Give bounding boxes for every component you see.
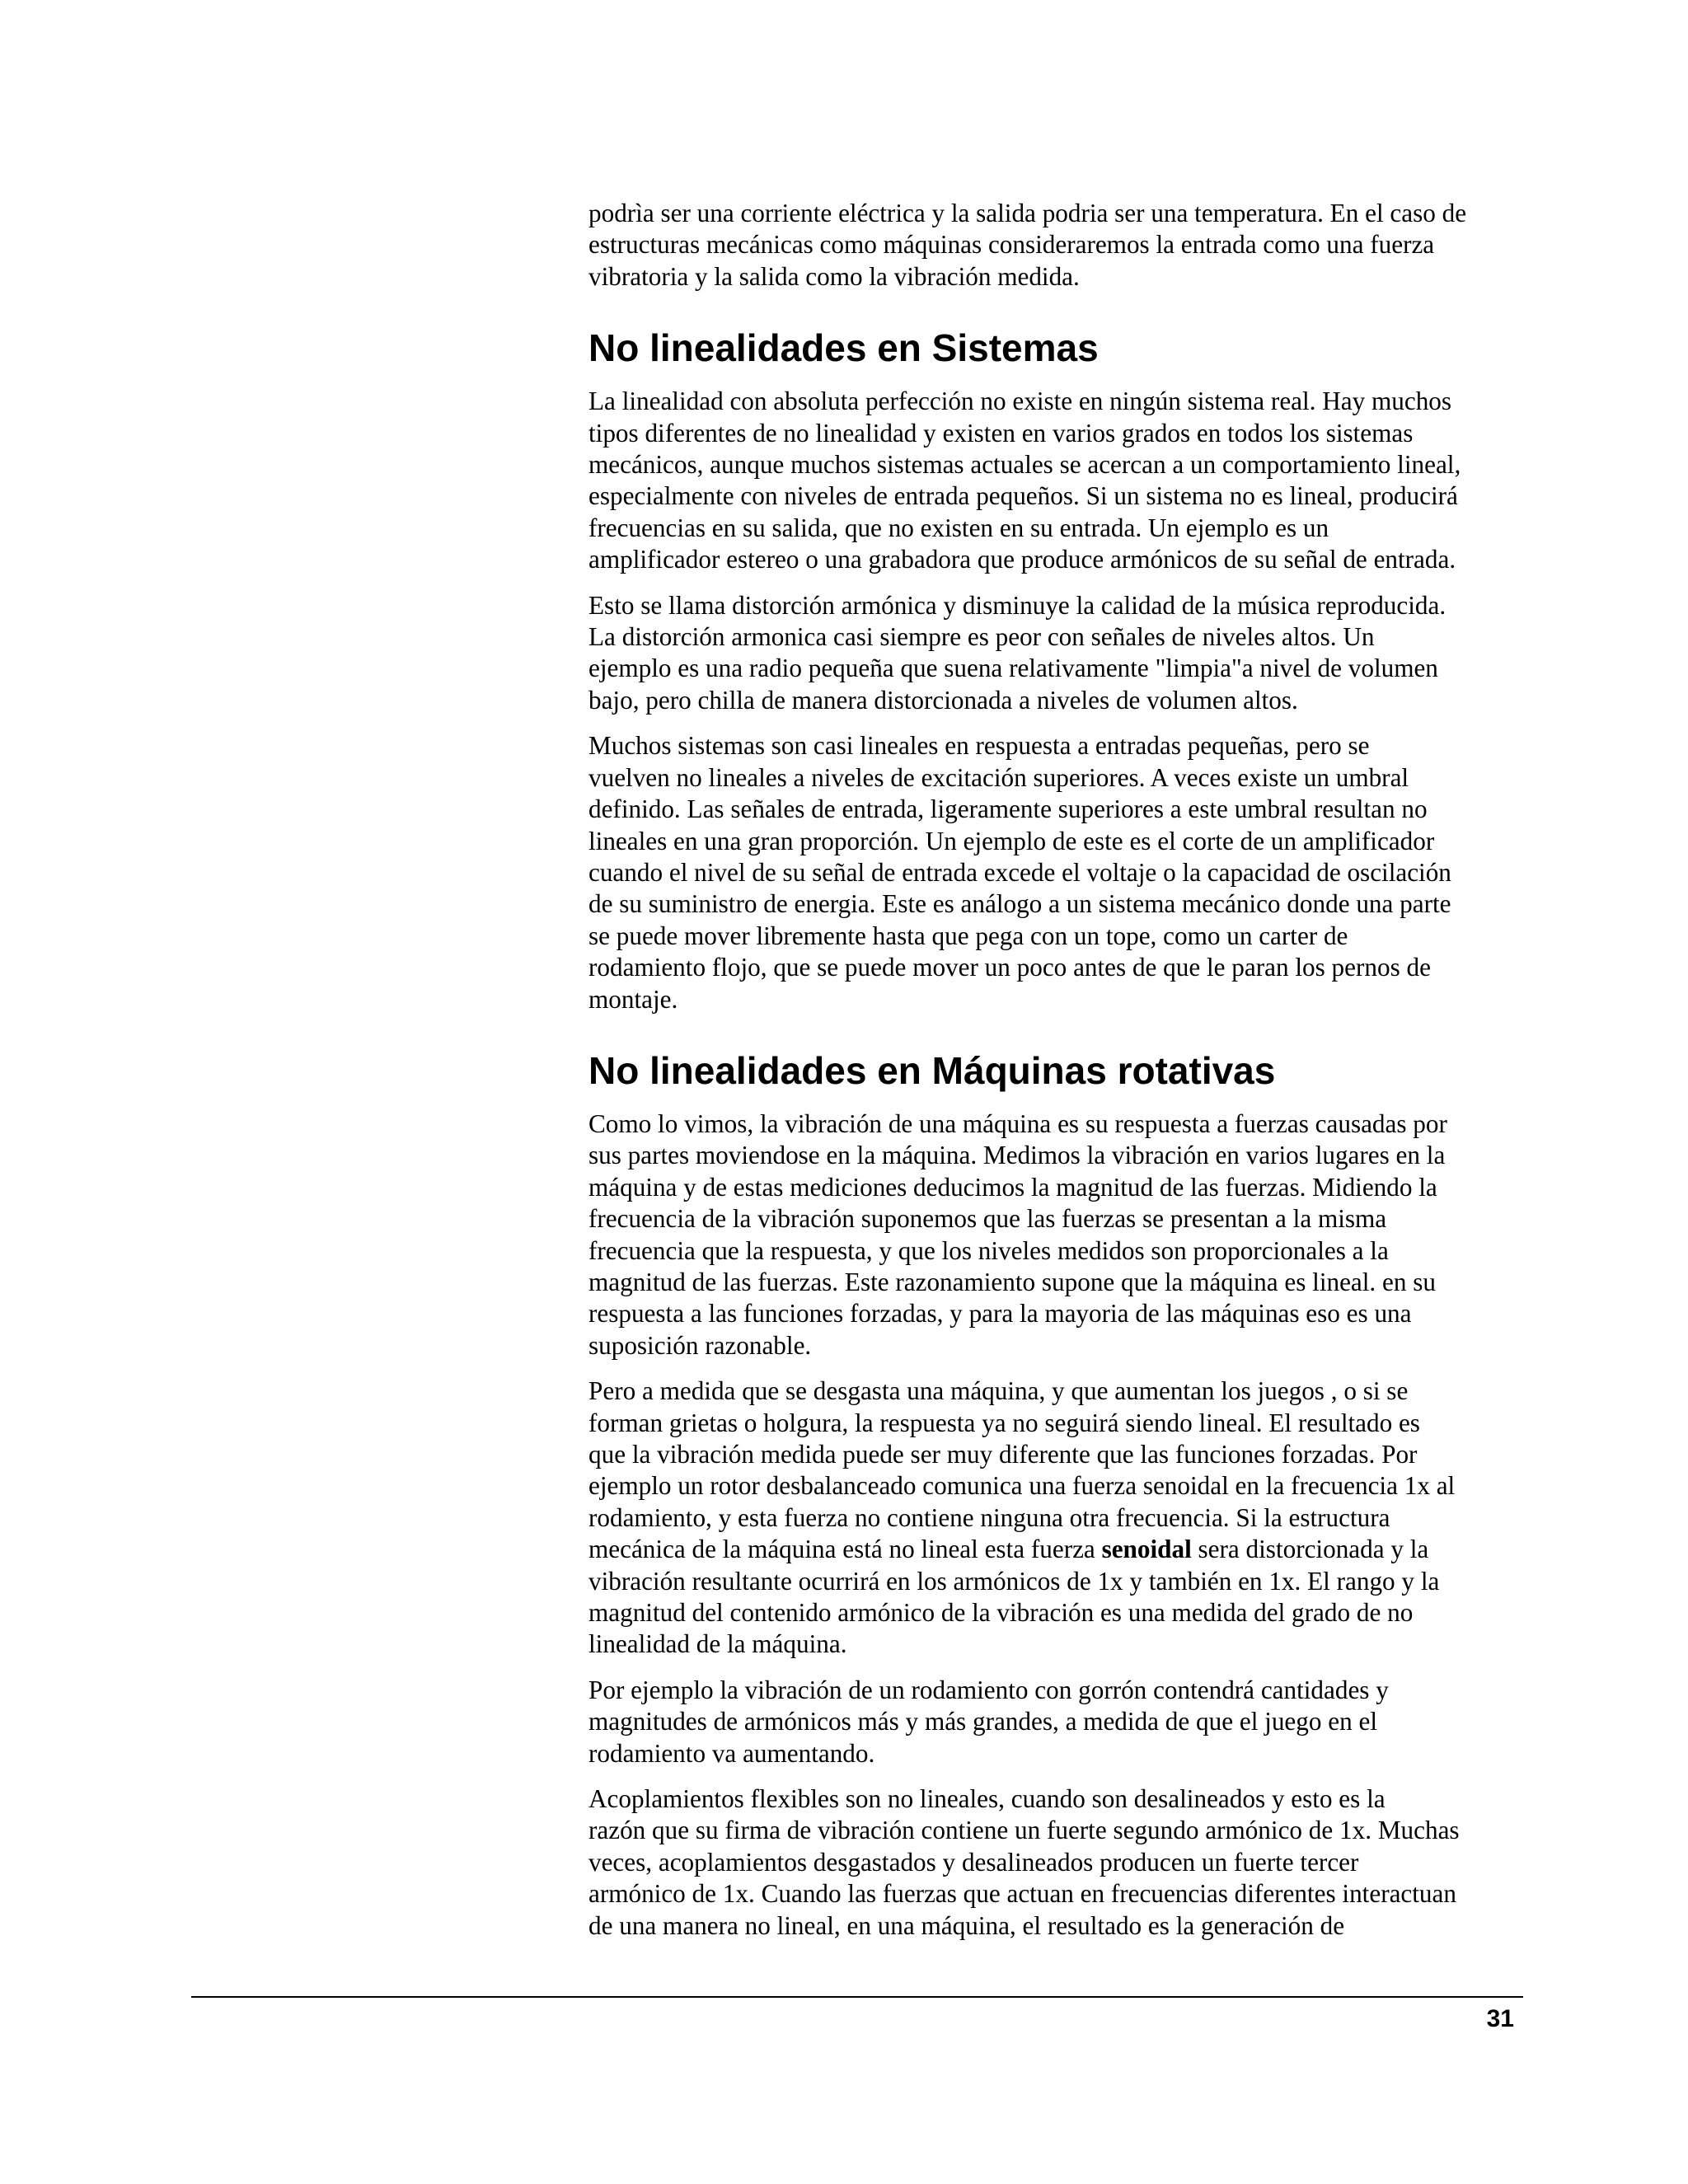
paragraph-distorcion: Esto se llama distorción armónica y disminuye la calidad de la música reproducida. La distorción armonica casi siempre es peor con señales de niveles altos. Un ejemplo es una radio pequeña que suena relativamente "limpia"a nivel de volumen bajo, pero chilla de manera distorcionada a niveles de volumen altos. [588, 590, 1447, 715]
page-number: 31 [1486, 2005, 1514, 2032]
footer-rule [191, 1996, 1523, 1998]
page-body [588, 198, 1528, 1956]
paragraph-desgaste-part1: Pero a medida que se desgasta una máquina, y que aumentan los juegos , o si se forman grietas o holgura, la respuesta ya no seguirá siendo lineal. El resultado es que la vibración medida puede ser muy diferente que las funciones forzadas. Por ejemplo un rotor desbalanceado comunica una fuerza senoidal en la frecuencia 1x al rodamiento, y esta fuerza no contiene ninguna otra frecuencia. Si la estructura mecánica de la máquina está no lineal esta fuerza [588, 1376, 1456, 1564]
paragraph-umbral: Muchos sistemas son casi lineales en respuesta a entradas pequeñas, pero se vuelven no lineales a niveles de excitación superiores. A veces existe un umbral definido. Las señales de entrada, ligeramente superiores a este umbral resultan no lineales en una gran proporción. Un ejemplo de este es el corte de un amplificador cuando el nivel de su señal de entrada excede el voltaje o la capacidad de oscilación de su suministro de energia. Este es análogo a un sistema mecánico donde una parte se puede mover libremente hasta que pega con un tope, como un carter de rodamiento flojo, que se puede mover un poco antes de que le paran los pernos de montaje. [588, 731, 1451, 1014]
section-heading-sistemas: No linealidades en Sistemas [588, 326, 1099, 370]
paragraph-linealidad: La linealidad con absoluta perfección no existe en ningún sistema real. Hay muchos tipos diferentes de no linealidad y existen en varios grados en todos los sistemas mecánicos, aunque muchos sistemas actuales se acercan a un comportamiento lineal, especialmente con niveles de entrada pequeños. Si un sistema no es lineal, producirá frecuencias en su salida, que no existen en su entrada. Un ejemplo es un amplificador estereo o una grabadora que produce armónicos de su señal de entrada. [588, 387, 1461, 574]
section-heading-maquinas: No linealidades en Máquinas rotativas [588, 1048, 1276, 1092]
intro-paragraph: podrìa ser una corriente eléctrica y la salida podria ser una temperatura. En el caso de estructuras mecánicas como máquinas consideraremos la entrada como una fuerza vibratoria y la salida como la vibración medida. [588, 199, 1467, 291]
paragraph-acoplamientos: Acoplamientos flexibles son no lineales, cuando son desalineados y esto es la razón que su firma de vibración contiene un fuerte segundo armónico de 1x. Muchas veces, acoplamientos desgastados y desalineados producen un fuerte tercer armónico de 1x. Cuando las fuerzas que actuan en frecuencias diferentes interactuan de una manera no lineal, en una máquina, el resultado es la generación de [588, 1784, 1460, 1940]
paragraph-gorron: Por ejemplo la vibración de un rodamiento con gorrón contendrá cantidades y magnitudes de armónicos más y más grandes, a medida de que el juego en el rodamiento va aumentando. [588, 1675, 1389, 1768]
paragraph-desgaste-part2: sera distorcionada y la vibración resultante ocurrirá en los armónicos de 1x y también en 1x. El rango y la magnitud del contenido armónico de la vibración es una medida del grado de no linealidad de la máquina. [588, 1535, 1440, 1659]
paragraph-como-lo-vimos: Como lo vimos, la vibración de una máquina es su respuesta a fuerzas causadas por sus partes moviendose en la máquina. Medimos la vibración en varios lugares en la máquina y de estas mediciones deducimos la magnitud de las fuerzas. Midiendo la frecuencia de la vibración suponemos que las fuerzas se presentan a la misma frecuencia que la respuesta, y que los niveles medidos son proporcionales a la magnitud de las fuerzas. Este razonamiento supone que la máquina es lineal. en su respuesta a las funciones forzadas, y para la mayoria de las máquinas eso es una suposición razonable. [588, 1108, 1447, 1360]
bold-term-senoidal: senoidal [1101, 1535, 1192, 1564]
paragraph-desgaste [588, 1376, 1528, 1661]
